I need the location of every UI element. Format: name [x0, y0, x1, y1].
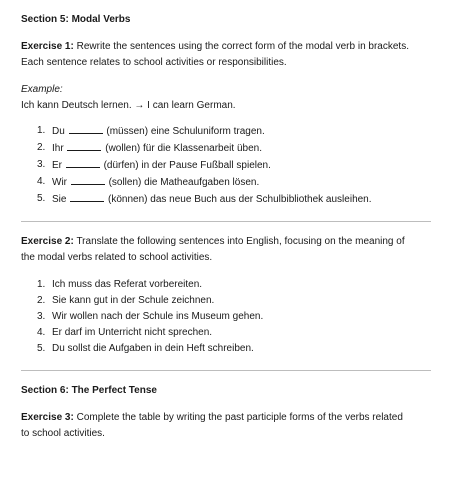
item-subject: Du: [52, 126, 65, 137]
answer-blank[interactable]: [70, 191, 104, 202]
item-number: 1.: [37, 279, 46, 290]
exercise-1-label: Exercise 1:: [21, 41, 74, 52]
exercise-2-instructions: [21, 234, 431, 266]
item-subject: Sie: [52, 194, 67, 205]
item-number: 3.: [37, 159, 46, 170]
item-number: 3.: [37, 311, 46, 322]
section-6-title: Section 6: The Perfect Tense: [21, 385, 157, 396]
exercise-2-text-line1: Translate the following sentences into English, focusing on the meaning of: [76, 236, 405, 247]
exercise-2-list: [21, 277, 431, 357]
exercise-2-text-line2: the modal verbs related to school activities.: [21, 252, 213, 263]
exercise-3-label: Exercise 3:: [21, 412, 74, 423]
exercise-1-instructions: [21, 39, 431, 71]
item-subject: Ihr: [52, 143, 64, 154]
item-text: (wollen) für die Klassenarbeit üben.: [105, 143, 262, 154]
list-item: [21, 157, 431, 174]
item-number: 1.: [37, 125, 46, 136]
item-text: Er darf im Unterricht nicht sprechen.: [52, 327, 213, 338]
list-item: [21, 325, 431, 341]
list-item: [21, 191, 431, 208]
item-text: Du sollst die Aufgaben in dein Heft schreiben.: [52, 343, 254, 354]
item-number: 2.: [37, 142, 46, 153]
item-subject: Er: [52, 160, 62, 171]
exercise-3-instructions: [21, 410, 431, 442]
item-number: 2.: [37, 295, 46, 306]
exercise-2-label: Exercise 2:: [21, 236, 74, 247]
item-subject: Wir: [52, 177, 67, 188]
item-number: 4.: [37, 176, 46, 187]
exercise-1-text-line2: Each sentence relates to school activities or responsibilities.: [21, 57, 287, 68]
item-number: 4.: [37, 327, 46, 338]
list-item: [21, 341, 431, 357]
item-text: (dürfen) in der Pause Fußball spielen.: [103, 160, 271, 171]
list-item: [21, 293, 431, 309]
section-5-title: Section 5: Modal Verbs: [21, 14, 131, 25]
list-item: [21, 309, 431, 325]
exercise-1-text-line1: Rewrite the sentences using the correct form of the modal verb in brackets.: [76, 41, 409, 52]
item-number: 5.: [37, 193, 46, 204]
exercise-3-text-line2: to school activities.: [21, 428, 105, 439]
item-number: 5.: [37, 343, 46, 354]
list-item: [21, 140, 431, 157]
item-text: Sie kann gut in der Schule zeichnen.: [52, 295, 215, 306]
example-label: Example:: [21, 84, 63, 95]
answer-blank[interactable]: [66, 157, 100, 168]
item-text: Wir wollen nach der Schule ins Museum gehen.: [52, 311, 264, 322]
list-item: [21, 277, 431, 293]
list-item: [21, 123, 431, 140]
example-text: Ich kann Deutsch lernen. → I can learn German.: [21, 100, 236, 111]
list-item: [21, 174, 431, 191]
item-text: (können) das neue Buch aus der Schulbibliothek ausleihen.: [108, 194, 372, 205]
answer-blank[interactable]: [67, 140, 101, 151]
exercise-3-text-line1: Complete the table by writing the past participle forms of the verbs related: [76, 412, 403, 423]
answer-blank[interactable]: [71, 174, 105, 185]
answer-blank[interactable]: [69, 123, 103, 134]
item-text: (müssen) eine Schuluniform tragen.: [106, 126, 265, 137]
item-text: Ich muss das Referat vorbereiten.: [52, 279, 203, 290]
item-text: (sollen) die Matheaufgaben lösen.: [108, 177, 260, 188]
exercise-1-list: [21, 123, 431, 208]
